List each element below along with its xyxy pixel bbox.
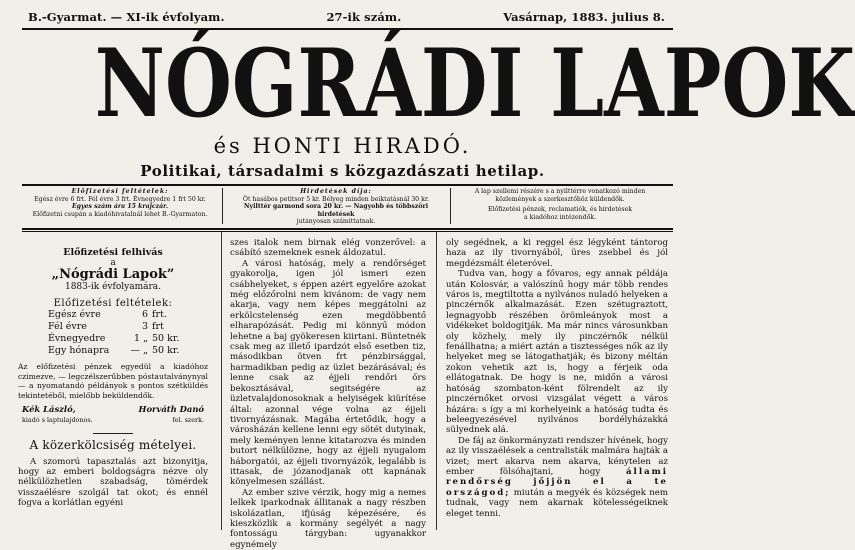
column-article-end [446,238,668,530]
editorial-info-line: Előfizetési pénzek, reclamatiók, és hirdetések [487,206,633,214]
masthead-subtitle: és HONTI HIRADÓ. [213,134,472,158]
price-label: Egész évre [48,309,101,321]
article-paragraph: A városi hatóság, mely a rendőrséget gyakorolja, igen jól ismeri ezen csábhelyeket, s éppen azért egyelőre azokat még előzőrolni nem kivánom: de vagy nem akarja, vagy nem képes meggátolni az erkölcstelenség ezen megdöbbentő elharapózását. Pedig mi könnyű módon lehetne a baj gyökeresen kiirtani. Büntetnék csak meg az illető ipardzót első esetben tiz, másodikban ötven frt pénzbirsággal, harmadikban pedig az üzlet bezárásával; és lenne csak az éjjeli rendőri őrs bekosztásával, segitségére az üzletvalajdonosoknak a helyiségek kiürítése által: azonnal vége volna az éjjeli tivornyázásnak. Magába értetődik, hogy a városházán kellene lenni egy sötét dutyinak, mely keményen lenne kitatarozva és minden butort nélkülözne, hogy az éjjeli nyugalom háborgatói, az éjjeli tivornyázók, legalább is ittasak, de józanodjanak ott kapnának könyelmesen szállást. [230,258,426,488]
column-divider [221,232,222,530]
price-amount: 3 [141,321,148,333]
price-amount: — „ [130,345,148,357]
price-row [18,321,208,333]
article-paragraph: oly segédnek, a ki reggel ész légyként tántorog haza az ily tivornyából, üres zsebbel és jól megdézsmált életeróvel. [446,238,668,269]
price-unit: 50 kr. [152,345,180,357]
article-paragraph: A szomorú tapasztalás azt bizonyitja, hogy az emberi boldogságra nézve oly nélkülözhetlen szabadság, tömérdek visszaélésre szolgál tat okot; és ennél fogva a korlátlan egyéni [18,456,208,509]
info-bottom-rule [22,228,673,230]
header-date: Vasárnap, 1883. julius 8. [503,10,665,24]
price-label: Fél évre [48,321,87,333]
ads-info-box [226,188,446,226]
price-unit: frt [152,321,164,333]
subscription-conditions-title: Előfizetési feltételek: [53,297,173,309]
editorial-info-line: A lap szellemi részére s a nyilttérre vonatkozó minden [474,188,646,195]
price-amount: 6 [141,309,148,321]
subscription-info-box [22,188,218,226]
signature-publisher: Kék László, [22,404,76,415]
info-bottom-rule-thin [22,231,673,232]
subscription-info-line: Egyes szám ára 15 krajczár. [71,203,169,211]
column-divider [436,232,437,530]
masthead-tagline: Politikai, társadalmi s közgazdászati hetilap. [140,162,545,180]
article-paragraph [446,436,668,519]
article-text: De fáj az önkormányzati rendszer hívének, hogy az ily visszaélések a centralisták malmára hajták a vizet; mert akarva nem akarva, kénytelen az ember fölsóhajtani, hogy [446,435,668,477]
info-top-rule [22,184,673,186]
price-row [18,333,208,345]
header-line [28,10,665,26]
price-unit: frt. [152,309,167,321]
price-row [18,345,208,357]
subscription-info-line: Előfizetni csupán a kiadóhivatalnál lehet B.-Gyarmaton. [32,210,208,218]
subscription-volume: 1883-ik évfolyamára. [64,282,162,293]
price-label: Egy hónapra [48,345,110,357]
column-subscription-notice [18,238,208,530]
info-divider [450,188,451,224]
ads-info-line: Öt hasábos petitsor 5 kr. Bélyeg minden beiktatásnál 30 kr. [242,195,430,203]
header-volume: B.-Gyarmat. — XI-ik évfolyam. [28,10,225,24]
article-paragraph: Tudva van, hogy a fővaros, egy annak példája után Kolosvár, a valószínű hogy már több rendes város is, megtiltotta a nyilvános nuladó helyeken a pinczérnők alkalmazását. Ezen szétugraztott, legnagyobb részében örömleányok most a vidékeket boldogitják. Ma már nincs városunkban oly közhely, mely ily pinczérnők nélkül fenállhatna; a miért aztán a tisztességes nők az ily helyeket meg se látogathatják; és bizony méltán zokon vehetik azt is, hogy a férjeik oda ellátogatnak. De hogy is ne, midőn a városi hatóság szombaton-ként fölrendelt az ily pinczérnőket orvosi vizsgálat végett a város házára: s így a mi korhelyeink a hatóság tudta és beleegyezésével nyilvános bordélyházakká sülyednek alá. [446,269,668,436]
price-row [18,309,208,321]
price-unit: 50 kr. [152,333,180,345]
article-emphasis: állami rendőrség jőjjön el a te országod; [446,466,669,498]
subscription-info-line: Egész évre 6 frt. Fél évre 3 frt. Évnegyedre 1 frt 50 kr. [34,195,206,203]
price-label: Évnegyedre [48,333,106,345]
header-issue-number: 27-ik szám. [326,10,402,24]
section-separator [93,433,133,434]
role-publisher: kiadó s laptulajdonos. [22,415,93,424]
article-title: A közerkölcsiség mételyei. [29,438,197,453]
subscription-notice-text: Az előfizetési pénzek egyedül a kiadóhoz czimezve, — legczélszerűbben póstautalványnyal — a nyomatandó példányok s pontos szétküldés tekintetéből, mielőbb beküldendők. [18,362,208,400]
signatures [18,404,208,414]
ads-info-title: Hirdetések díja: [300,188,372,195]
article-text: miután a megyék és községek nem tudnak, vagy nem akarnak kötelességeiknek eleget tenni. [446,487,668,519]
subscription-paper-title: „Nógrádi Lapok” [51,266,175,282]
info-divider [222,188,223,224]
article-paragraph: szes italok nem birnak elég vonzerővel: a csábító szemeknek esnek áldozatul. [230,238,426,259]
ads-info-line: Nyilttér garmond sora 20 kr. — Nagyobb és többszöri hirdetések [243,203,429,218]
subscription-call-a: a [110,258,116,269]
masthead-title: NÓGRÁDI LAPOK [94,28,855,139]
subscription-info-title: Előfizetési feltételek: [71,188,169,195]
editorial-info-box [454,188,666,226]
column-article-continued [230,238,426,550]
signature-editor: Horváth Danó [138,404,204,415]
ads-info-line: jutányosan számittatnak. [296,218,376,226]
subscription-call-heading: Előfizetési felhivás [63,247,163,258]
editorial-info-line: közlemények a szerkesztőhöz küldendők. [495,195,625,203]
article-paragraph: Az ember szive vérzik, hogy mig a nemes lelkek iparkodnak állitanak a nagy részben iskolázatlan, ifjúság képezésére, és kieszközlik a kormány segélyét a nagy fontosságu tárgyban: ugyanakkor egynémely [230,487,426,550]
role-editor: fel. szerk. [172,415,204,424]
price-amount: 1 „ [134,333,148,345]
masthead [34,28,855,140]
editorial-info-line: a kiadóhoz intézendők. [523,213,597,221]
signature-roles [18,415,208,425]
